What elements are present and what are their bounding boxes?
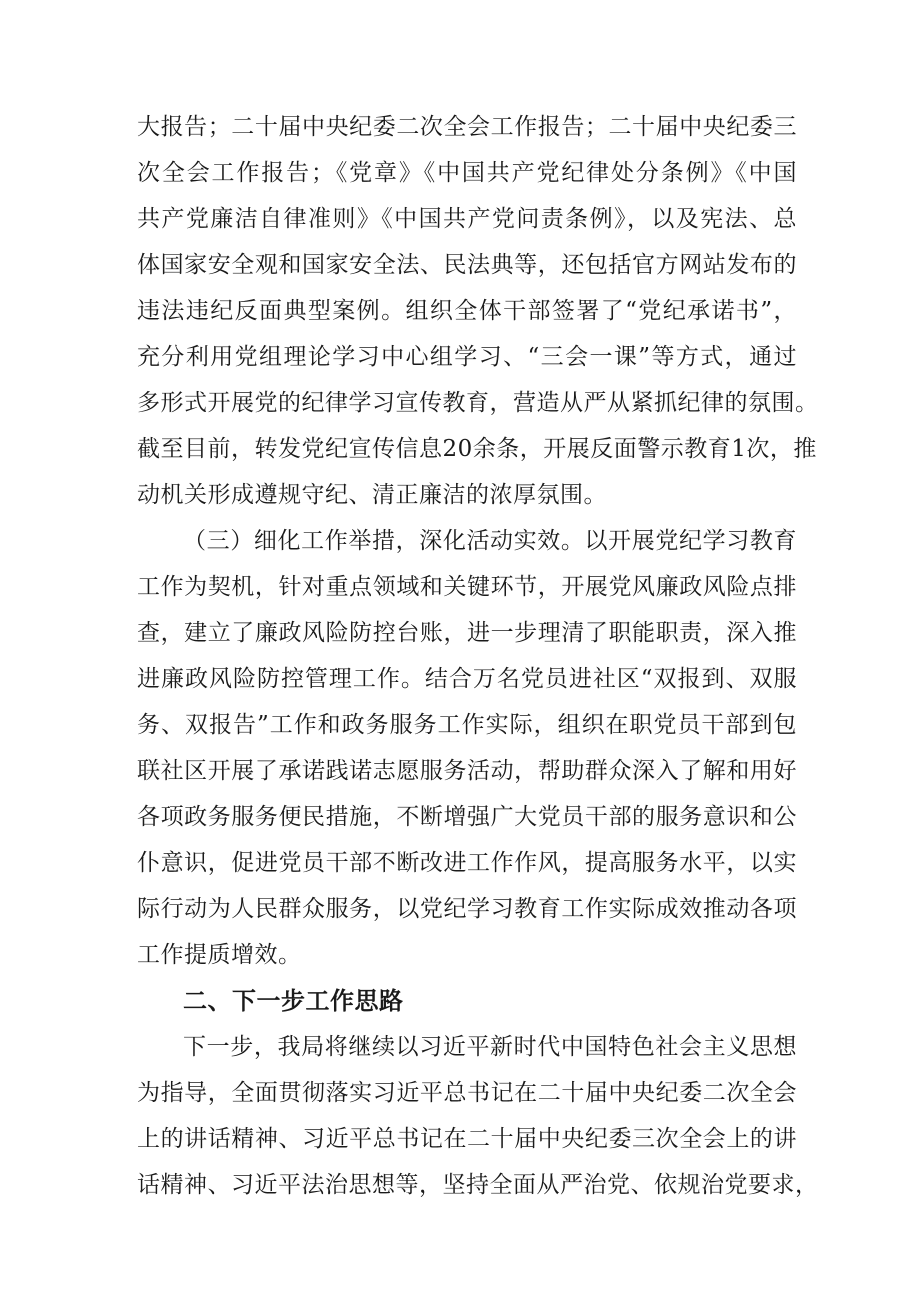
text-line: 上的讲话精神、习近平总书记在二十届中央纪委三次全会上的讲 <box>137 1126 797 1152</box>
text-line: 动机关形成遵规守纪、清正廉洁的浓厚氛围。 <box>137 482 607 508</box>
text-line: 工作提质增效。 <box>137 942 302 968</box>
text-line: 仆意识，促进党员干部不断改进工作作风，提高服务水平，以实 <box>137 850 797 876</box>
text-line: 进廉政风险防控管理工作。结合万名党员进社区“双报到、双服 <box>137 666 797 692</box>
text-line: 为指导，全面贯彻落实习近平总书记在二十届中央纪委二次全会 <box>137 1080 797 1106</box>
section-heading: 二、下一步工作思路 <box>183 987 404 1015</box>
text-line: 工作为契机，针对重点领域和关键环节，开展党风廉政风险点排 <box>137 574 797 600</box>
text-line: 查，建立了廉政风险防控台账，进一步理清了职能职责，深入推 <box>137 620 797 646</box>
document-body <box>137 104 819 1208</box>
text-line: 话精神、习近平法治思想等，坚持全面从严治党、依规治党要求， <box>137 1172 819 1198</box>
text-line: 务、双报告”工作和政务服务工作实际，组织在职党员干部到包 <box>137 712 797 738</box>
text-line: 体国家安全观和国家安全法、民法典等，还包括官方网站发布的 <box>137 252 797 278</box>
paragraph-next-steps <box>137 1024 819 1208</box>
text-line: 违法违纪反面典型案例。组织全体干部签署了“党纪承诺书”， <box>137 298 797 324</box>
text-line: 次全会工作报告；《党章》《中国共产党纪律处分条例》《中国 <box>137 160 797 186</box>
text-line: 下一步，我局将继续以习近平新时代中国特色社会主义思想 <box>183 1034 797 1060</box>
paragraph-party-discipline-study <box>137 104 819 518</box>
text-line: 多形式开展党的纪律学习宣传教育，营造从严从紧抓纪律的氛围。 <box>137 390 819 416</box>
text-line: 截至目前，转发党纪宣传信息20余条，开展反面警示教育1次，推 <box>137 436 817 462</box>
text-line: 大报告；二十届中央纪委二次全会工作报告；二十届中央纪委三 <box>137 114 797 140</box>
text-line: （三）细化工作举措，深化活动实效。以开展党纪学习教育 <box>183 528 797 554</box>
text-line: 共产党廉洁自律准则》《中国共产党问责条例》，以及宪法、总 <box>137 206 797 232</box>
text-line: 际行动为人民群众服务，以党纪学习教育工作实际成效推动各项 <box>137 896 797 922</box>
text-line: 充分利用党组理论学习中心组学习、“三会一课”等方式，通过 <box>137 344 797 370</box>
text-line: 各项政务服务便民措施，不断增强广大党员干部的服务意识和公 <box>137 804 797 830</box>
paragraph-refine-measures <box>137 518 797 978</box>
text-line: 联社区开展了承诺践诺志愿服务活动，帮助群众深入了解和用好 <box>137 758 797 784</box>
